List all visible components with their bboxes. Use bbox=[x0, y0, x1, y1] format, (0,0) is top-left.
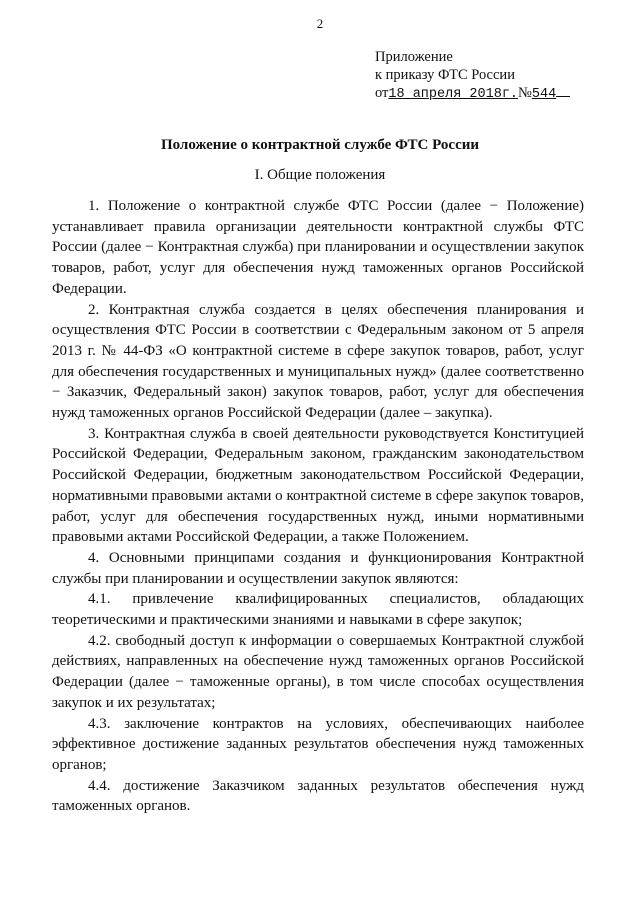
paragraph-4-4: 4.4. достижение Заказчиком заданных результатов обеспечения нужд таможенных органов. bbox=[52, 777, 584, 815]
order-date: 18 апреля 2018г. bbox=[388, 87, 519, 102]
paragraph-1: 1. Положение о контрактной службе ФТС России (далее − Положение) устанавливает правила организации деятельности контрактной службы ФТС России (далее − Контрактная служба) при планировании и осуществлении закупок товаров, работ, услуг для обеспечения нужд таможенных органов Российской Федерации. bbox=[52, 198, 584, 297]
approval-order-ref: к приказу ФТС России bbox=[375, 67, 515, 83]
paragraph-4-1: 4.1. привлечение квалифицированных специалистов, обладающих теоретическими и практическими знаниями и навыками в сфере закупок; bbox=[52, 591, 584, 629]
paragraph-4-3: 4.3. заключение контрактов на условиях, обеспечивающих наиболее эффективное достижение заданных результатов обеспечения нужд таможенных органов; bbox=[52, 715, 584, 773]
document-title: Положение о контрактной службе ФТС России bbox=[160, 137, 480, 153]
number-prefix: № bbox=[518, 85, 532, 101]
approval-title: Приложение bbox=[375, 49, 453, 65]
page-number: 2 bbox=[316, 16, 324, 31]
underline-tail bbox=[556, 84, 570, 97]
paragraph-2: 2. Контрактная служба создается в целях обеспечения планирования и осуществления ФТС России в соответствии с Федеральным законом от 5 апреля 2013 г. № 44-ФЗ «О контрактной системе в сфере закупок товаров, работ, услуг для обеспечения государственных и муниципальных нужд» (далее соответственно − Заказчик, Федеральный закон) закупок товаров, работ, услуг для обеспечения нужд таможенных органов Российской Федерации (далее – закупка). bbox=[52, 301, 584, 422]
date-prefix: от bbox=[375, 85, 389, 101]
approval-date-line bbox=[375, 84, 570, 104]
section-heading: I. Общие положения bbox=[254, 167, 386, 183]
paragraph-3: 3. Контрактная служба в своей деятельности руководствуется Конституцией Российской Федерации, Федеральным законом, гражданским законодательством Российской Федерации, бюджетным законодательством Российской Федерации, нормативными правовыми актами о контрактной системе в сфере закупок товаров, работ, услуг для обеспечения государственных нужд, иными нормативными правовыми актами Российской Федерации, а также Положением. bbox=[52, 425, 584, 546]
approval-block bbox=[375, 48, 570, 104]
document-body bbox=[52, 196, 584, 817]
paragraph-4: 4. Основными принципами создания и функционирования Контрактной службы при планировании и осуществлении закупок являются: bbox=[52, 549, 584, 587]
order-number: 544 bbox=[531, 87, 557, 102]
paragraph-4-2: 4.2. свободный доступ к информации о совершаемых Контрактной службой действиях, направленных на обеспечение нужд таможенных органов Российской Федерации (далее − таможенные органы), в том числе способах осуществления закупок и их результатах; bbox=[52, 632, 584, 711]
